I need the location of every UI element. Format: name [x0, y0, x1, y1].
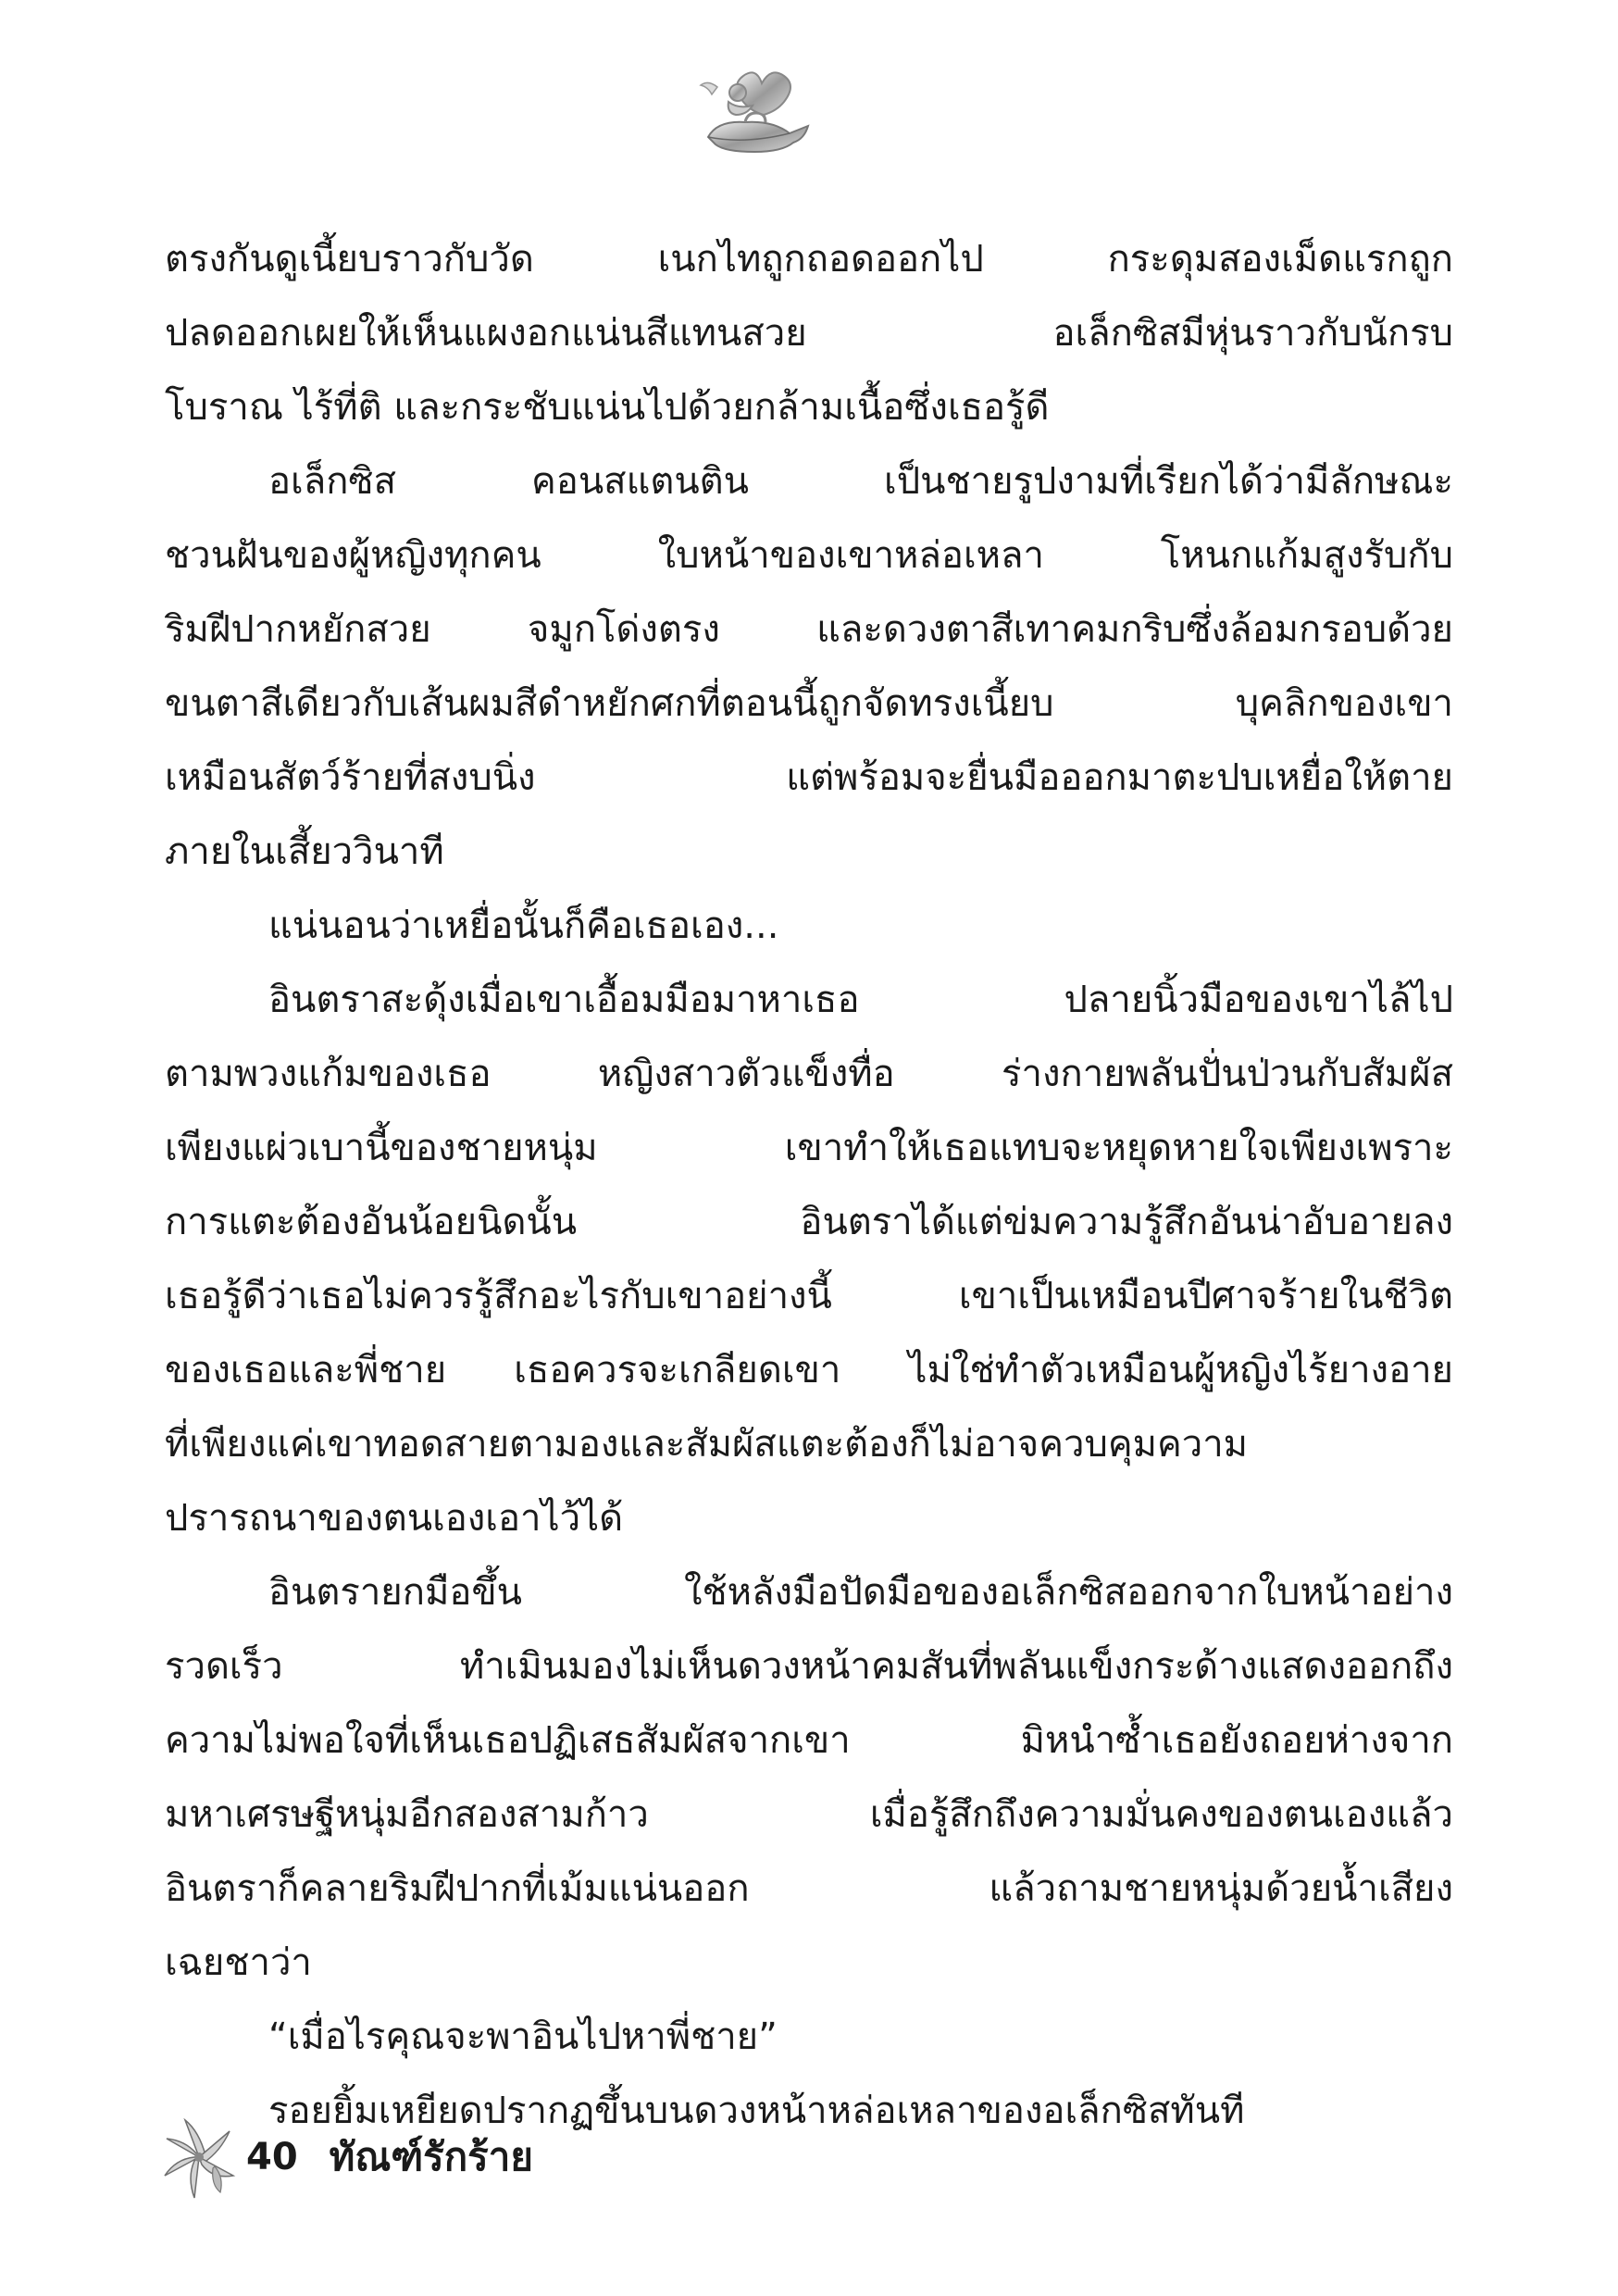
text-line: รวดเร็ว ทำเมินมองไม่เห็นดวงหน้าคมสันที่พลันแข็งกระด้างแสดงออกถึง — [165, 1645, 1453, 1688]
text-line: โบราณ ไร้ที่ติ และกระชับแน่นไปด้วยกล้ามเนื้อซึ่งเธอรู้ดี — [165, 386, 1050, 429]
text-line: อเล็กซิส คอนสแตนติน เป็นชายรูปงามที่เรียกได้ว่ามีลักษณะ — [268, 460, 1453, 503]
text-line: อินตราสะดุ้งเมื่อเขาเอื้อมมือมาหาเธอ ปลายนิ้วมือของเขาไล้ไป — [268, 979, 1453, 1021]
paragraph — [165, 222, 1453, 444]
paragraph — [165, 889, 1453, 963]
text-line: การแตะต้องอันน้อยนิดนั้น อินตราได้แต่ข่มความรู้สึกอันน่าอับอายลง — [165, 1201, 1453, 1243]
text-line: ตรงกันดูเนี้ยบราวกับวัด เนกไทถูกถอดออกไป กระดุมสองเม็ดแรกถูก — [165, 238, 1453, 281]
page-body — [165, 222, 1453, 2148]
text-line: ชวนฝันของผู้หญิงทุกคน ใบหน้าของเขาหล่อเหลา โหนกแก้มสูงรับกับ — [165, 534, 1453, 577]
text-line: เพียงแผ่วเบานี้ของชายหนุ่ม เขาทำให้เธอแทบจะหยุดหายใจเพียงเพราะ — [165, 1127, 1453, 1169]
text-line: อินตราก็คลายริมฝีปากที่เม้มแน่นออก แล้วถามชายหนุ่มด้วยน้ำเสียง — [165, 1867, 1453, 1910]
text-line: มหาเศรษฐีหนุ่มอีกสองสามก้าว เมื่อรู้สึกถึงความมั่นคงของตนเองแล้ว — [165, 1793, 1453, 1836]
paragraph — [165, 1555, 1453, 2000]
text-line: แน่นอนว่าเหยื่อนั้นก็คือเธอเอง... — [268, 905, 779, 947]
page-number: 40 — [246, 2136, 298, 2178]
book-title: ทัณฑ์รักร้าย — [329, 2134, 533, 2179]
text-line: ปรารถนาของตนเองเอาไว้ได้ — [165, 1497, 624, 1540]
text-line: เฉยชาว่า — [165, 1941, 312, 1984]
text-line: เธอรู้ดีว่าเธอไม่ควรรู้สึกอะไรกับเขาอย่างนี้ เขาเป็นเหมือนปีศาจร้ายในชีวิต — [165, 1275, 1453, 1317]
text-line: อินตรายกมือขึ้น ใช้หลังมือปัดมือของอเล็กซิสออกจากใบหน้าอย่าง — [268, 1571, 1453, 1614]
paragraph — [165, 2000, 1453, 2074]
text-line: ที่เพียงแค่เขาทอดสายตามองและสัมผัสแตะต้องก็ไม่อาจควบคุมความ — [165, 1423, 1249, 1466]
paragraph — [165, 963, 1453, 1555]
lily-flower-ornament-icon — [157, 2111, 241, 2203]
text-line: ขนตาสีเดียวกับเส้นผมสีดำหยักศกที่ตอนนี้ถูกจัดทรงเนี้ยบ บุคลิกของเขา — [165, 682, 1453, 725]
cupid-teapot-ornament-icon — [690, 56, 819, 167]
text-line: ปลดออกเผยให้เห็นแผงอกแน่นสีแทนสวย อเล็กซิสมีหุ่นราวกับนักรบ — [165, 312, 1453, 355]
page-footer — [157, 2106, 533, 2208]
text-line: ตามพวงแก้มของเธอ หญิงสาวตัวแข็งทื่อ ร่างกายพลันปั่นป่วนกับสัมผัส — [165, 1053, 1453, 1095]
paragraph — [165, 444, 1453, 889]
text-line: ภายในเสี้ยววินาที — [165, 830, 444, 873]
text-line: ริมฝีปากหยักสวย จมูกโด่งตรง และดวงตาสีเทาคมกริบซึ่งล้อมกรอบด้วย — [165, 608, 1453, 651]
text-line: เหมือนสัตว์ร้ายที่สงบนิ่ง แต่พร้อมจะยื่นมือออกมาตะปบเหยื่อให้ตาย — [165, 756, 1453, 799]
text-line: “เมื่อไรคุณจะพาอินไปหาพี่ชาย” — [268, 2015, 778, 2058]
text-line: ของเธอและพี่ชาย เธอควรจะเกลียดเขา ไม่ใช่ทำตัวเหมือนผู้หญิงไร้ยางอาย — [165, 1349, 1453, 1391]
text-line: รอยยิ้มเหยียดปรากฏขึ้นบนดวงหน้าหล่อเหลาของอเล็กซิสทันที — [268, 2090, 1245, 2132]
text-line: ความไม่พอใจที่เห็นเธอปฏิเสธสัมผัสจากเขา มิหนำซ้ำเธอยังถอยห่างจาก — [165, 1719, 1453, 1762]
